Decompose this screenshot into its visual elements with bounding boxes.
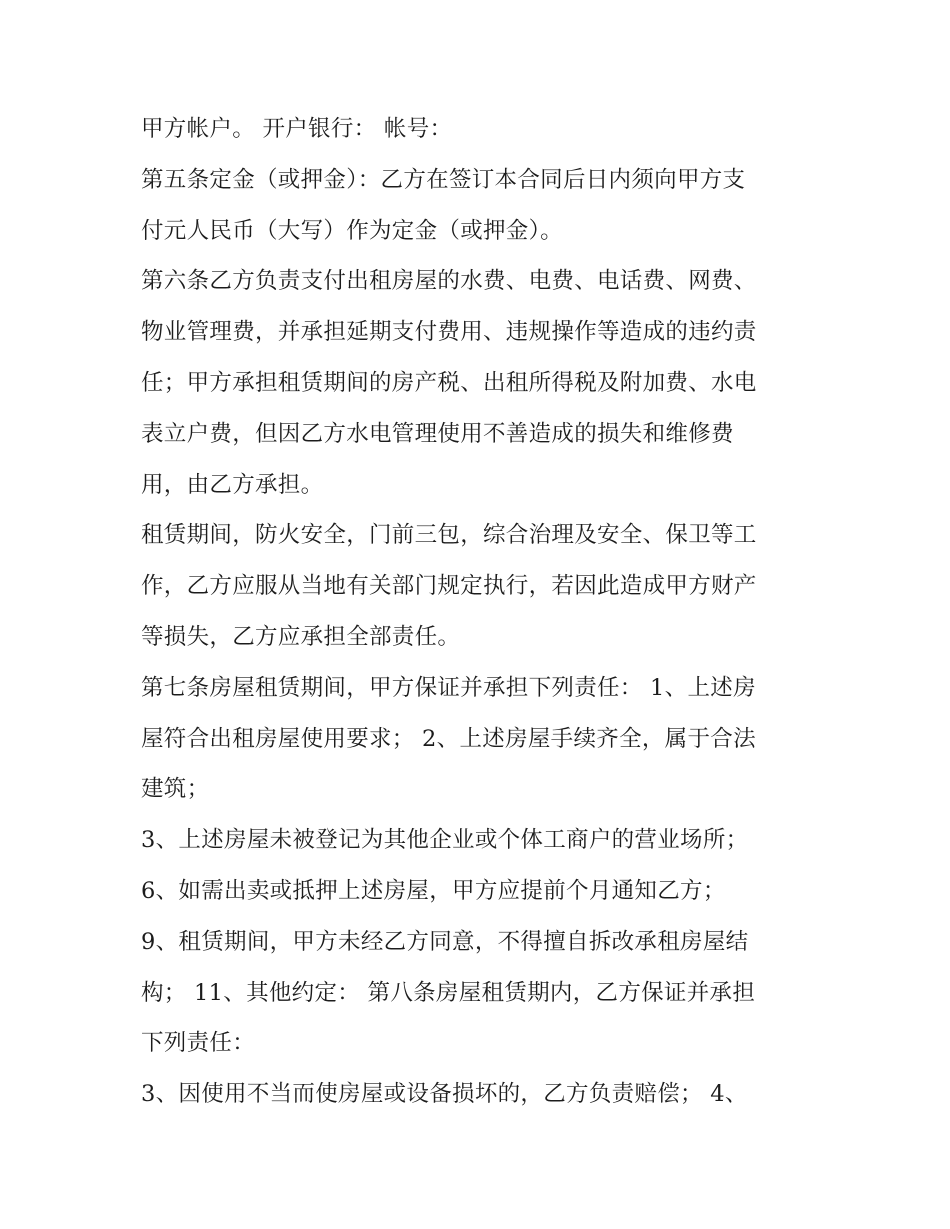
text-line: 6、如需出卖或抵押上述房屋，甲方应提前个月通知乙方； <box>141 877 726 904</box>
text-line: 建筑； <box>141 776 210 803</box>
text-line: 租赁期间，防火安全，门前三包，综合治理及安全、保卫等工 <box>141 522 757 549</box>
contract-text <box>141 104 821 1120</box>
text-line: 第七条房屋租赁期间，甲方保证并承担下列责任： 1、上述房 <box>141 674 756 701</box>
text-line: 物业管理费，并承担延期支付费用、违规操作等造成的违约责 <box>141 319 757 346</box>
text-line: 3、因使用不当而使房屋或设备损坏的，乙方负责赔偿； 4、 <box>141 1081 748 1108</box>
text-line: 用，由乙方承担。 <box>141 471 324 498</box>
text-line: 作，乙方应服从当地有关部门规定执行，若因此造成甲方财产 <box>141 573 757 600</box>
text-line: 付元人民币（大写）作为定金（或押金）。 <box>141 217 563 244</box>
text-line: 下列责任： <box>141 1030 256 1057</box>
text-line: 3、上述房屋未被登记为其他企业或个体工商户的营业场所； <box>141 827 749 854</box>
text-line: 第六条乙方负责支付出租房屋的水费、电费、电话费、网费、 <box>141 268 757 295</box>
text-line: 表立户费，但因乙方水电管理使用不善造成的损失和维修费 <box>141 420 734 447</box>
text-line: 构； 11、其他约定： 第八条房屋租赁期内，乙方保证并承担 <box>141 979 756 1006</box>
text-line: 屋符合出租房屋使用要求； 2、上述房屋手续齐全，属于合法 <box>141 725 756 752</box>
text-line: 第五条定金（或押金）：乙方在签订本合同后日内须向甲方支 <box>141 166 746 193</box>
text-line: 等损失，乙方应承担全部责任。 <box>141 623 461 650</box>
text-line: 甲方帐户。 开户银行： 帐号： <box>141 116 453 142</box>
text-line: 9、租赁期间，甲方未经乙方同意，不得擅自拆改承租房屋结 <box>141 928 749 955</box>
text-line: 任；甲方承担租赁期间的房产税、出租所得税及附加费、水电 <box>141 369 757 396</box>
